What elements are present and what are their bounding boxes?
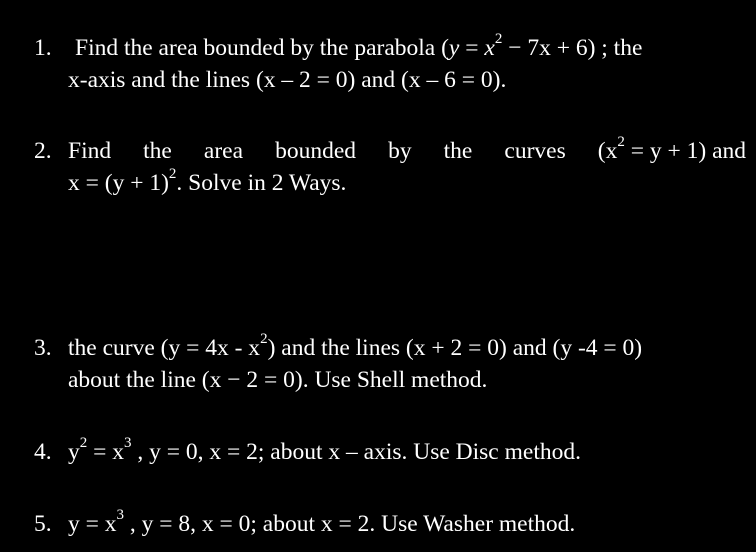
problem-3-line-2: about the line (x − 2 = 0). Use Shell method.	[68, 367, 488, 393]
problem-5-text-a: y = x	[68, 511, 117, 537]
problem-2-word: area	[203, 138, 244, 164]
problem-2-exponent: 2	[617, 134, 625, 151]
problem-5-text-b: , y = 8, x = 0; about x = 2. Use Washer method.	[124, 511, 576, 537]
problem-2-word: Find	[68, 138, 112, 164]
problem-2-word: curves	[504, 138, 566, 164]
problem-2-expr-a: (x	[597, 138, 618, 164]
problem-2-expr-b: = y + 1) and	[624, 138, 746, 164]
problem-2-number: 2.	[34, 138, 52, 164]
problem-2-word: bounded	[275, 138, 357, 164]
problem-2-line-2-a: x = (y + 1)	[68, 170, 169, 196]
problem-2-word: by	[388, 138, 412, 164]
problem-3-line-1	[68, 332, 642, 364]
problem-5-number: 5.	[34, 511, 52, 537]
problem-4-text-c: , y = 0, x = 2; about x – axis. Use Disc method.	[131, 439, 581, 465]
problem-5-line-1	[68, 508, 575, 540]
problem-4-text-a: y	[68, 439, 80, 465]
problem-2-line-1	[68, 135, 746, 167]
problem-4-line-1	[68, 436, 581, 468]
problem-2-word: the	[143, 138, 172, 164]
problem-3-text-b: ) and the lines (x + 2 = 0) and (y -4 = 0)	[267, 335, 643, 361]
problem-3-text-a: the curve (y = 4x - x	[68, 335, 261, 361]
problem-2-line-2-b: . Solve in 2 Ways.	[176, 170, 347, 196]
problem-3-number: 3.	[34, 335, 52, 361]
problem-1-text-b: − 7x + 6) ; the	[502, 35, 643, 61]
problem-4-text-b: = x	[87, 439, 125, 465]
problem-4-exponent-a: 2	[79, 435, 88, 452]
problem-1-text-a: Find the area bounded by the parabola (	[75, 35, 449, 61]
problem-1-eq: =	[459, 35, 485, 61]
problem-1-number: 1.	[34, 35, 52, 61]
problem-1-line-2: x-axis and the lines (x – 2 = 0) and (x – 6 = 0).	[68, 67, 507, 93]
problem-4-exponent-b: 3	[124, 435, 132, 452]
problem-1-line-1	[75, 32, 642, 64]
problem-1-var-x: x	[484, 35, 495, 61]
problem-2-expression	[598, 135, 746, 167]
problem-2-line-2	[68, 167, 346, 199]
problem-1-var-y: y	[448, 35, 460, 61]
problem-2-line-2-exponent: 2	[168, 166, 177, 183]
problem-1-exponent: 2	[494, 31, 503, 48]
problem-2-word: the	[443, 138, 473, 164]
problem-5-exponent: 3	[116, 507, 125, 524]
problem-4-number: 4.	[34, 439, 52, 465]
problem-3-exponent: 2	[260, 331, 268, 348]
